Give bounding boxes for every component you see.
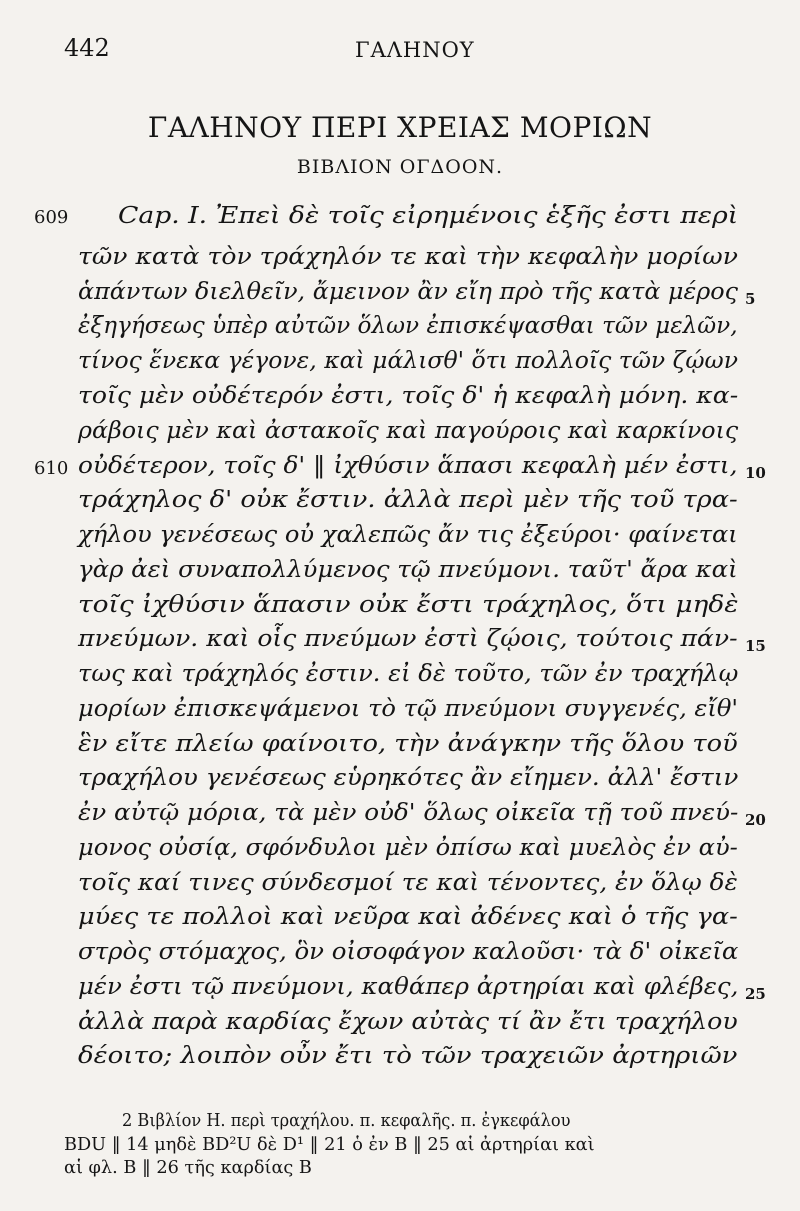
line-text: ἓν εἴτε πλείω φαίνοιτο, τὴν ἀνάγκην τῆς ὅλου τοῦ [78,731,738,757]
text-line [78,313,738,353]
line-text: τοῖς ἰχθύσιν ἅπασιν οὐκ ἔστι τράχηλος, ὅτι μηδὲ [78,592,739,618]
footnote-line: 2 Βιβλίον Η. περὶ τραχήλου. π. κεφαλῆς. π. ἐγκεφάλου [122,1110,571,1131]
text-line [78,696,738,736]
text-line [78,383,738,423]
line-number: 20 [745,811,766,829]
text-line [78,835,738,875]
line-text: τως καὶ τράχηλός ἐστιν. εἰ δὲ τοῦτο, τῶν ἐν τραχήλῳ [78,661,739,687]
line-text: τραχήλου γενέσεως εὑρηκότες ἂν εἴημεν. ἀλλ' ἔστιν [78,765,739,791]
footnote-line: αἱ φλ. B ‖ 26 τῆς καρδίας B [64,1157,312,1178]
line-text: πνεύμων. καὶ οἷς πνεύμων ἐστὶ ζῴοις, τούτοις πάν- [78,626,738,652]
text-line [78,626,738,666]
line-number: 15 [745,637,766,655]
line-text: ράβοις μὲν καὶ ἀστακοῖς καὶ παγούροις καὶ καρκίνοις [78,418,739,444]
line-text: χήλου γενέσεως οὐ χαλεπῶς ἄν τις ἐξεύροι· φαίνεται [78,522,738,548]
line-text: μορίων ἐπισκεψάμενοι τὸ τῷ πνεύμονι συγγενές, εἴθ' [78,696,739,722]
line-text: μονος οὐσίᾳ, σφόνδυλοι μὲν ὀπίσω καὶ μυελὸς ἐν αὐ- [78,835,738,861]
book-title: ΓΑΛΗΝΟΥ ΠΕΡΙ ΧΡΕΙΑΣ ΜΟΡΙΩΝ [147,111,653,144]
footnote-line: BDU ‖ 14 μηδὲ BD²U δὲ D¹ ‖ 21 ὁ ἐν B ‖ 25 αἱ ἀρτηρίαι καὶ [64,1134,595,1155]
margin-ref-609: 609 [34,207,69,228]
line-text: μέν ἐστι τῷ πνεύμονι, καθάπερ ἀρτηρίαι καὶ φλέβες, [78,974,739,1000]
text-line [118,203,738,243]
line-text: οὐδέτερον, τοῖς δ' ‖ ἰχθύσιν ἅπασι κεφαλὴ μέν ἐστι, [78,453,738,479]
book-subtitle: ΒΙΒΛΙΟΝ ΟΓΔΟΟΝ. [296,156,504,178]
line-text: τῶν κατὰ τὸν τράχηλόν τε καὶ τὴν κεφαλὴν μορίων [78,244,738,270]
line-text: τράχηλος δ' οὐκ ἔστιν. ἀλλὰ περὶ μὲν τῆς τοῦ τρα- [78,487,738,513]
line-text: τίνος ἕνεκα γέγονε, καὶ μάλισθ' ὅτι πολλοῖς τῶν ζῴων [78,348,738,374]
line-number: 25 [745,985,766,1003]
text-line [78,487,738,527]
running-title: ΓΑΛΗΝΟΥ [355,38,475,62]
line-text: ἐξηγήσεως ὑπὲρ αὐτῶν ὅλων ἐπισκέψασθαι τῶν μελῶν, [78,313,738,339]
line-number: 5 [745,290,756,308]
text-line [78,800,738,840]
line-text: στρὸς στόμαχος, ὃν οἰσοφάγον καλοῦσι· τὰ δ' οἰκεῖα [78,939,739,965]
text-line [78,1043,738,1083]
margin-ref-610: 610 [34,458,69,479]
page-number: 442 [64,34,110,62]
line-text: τοῖς καί τινες σύνδεσμοί τε καὶ τένοντες, ἐν ὅλῳ δὲ [78,870,738,896]
text-line [78,939,738,979]
line-text: μύες τε πολλοὶ καὶ νεῦρα καὶ ἀδένες καὶ ὁ τῆς γα- [78,904,738,930]
text-line [78,418,738,458]
text-line [78,522,738,562]
text-line [78,244,738,284]
line-number: 10 [745,464,766,482]
line-text: γὰρ ἀεὶ συναπολλύμενος τῷ πνεύμονι. ταῦτ' ἄρα καὶ [78,557,738,583]
line-text: δέοιτο; λοιπὸν οὖν ἔτι τὸ τῶν τραχειῶν ἀρτηριῶν [78,1043,738,1069]
text-line [78,765,738,805]
line-text: τοῖς μὲν οὐδέτερόν ἐστι, τοῖς δ' ἡ κεφαλὴ μόνη. κα- [78,383,739,409]
text-line [78,661,738,701]
line-text: ἐν αὐτῷ μόρια, τὰ μὲν οὐδ' ὅλως οἰκεῖα τῇ τοῦ πνεύ- [78,800,739,826]
text-line [78,974,738,1014]
line-text: Cap. I. Ἐπεὶ δὲ τοῖς εἰρημένοις ἑξῆς ἐστι περὶ [118,203,739,229]
line-text: ἁπάντων διελθεῖν, ἄμεινον ἂν εἴη πρὸ τῆς κατὰ μέρος [78,279,738,305]
text-line [78,904,738,944]
line-text: ἀλλὰ παρὰ καρδίας ἔχων αὐτὰς τί ἂν ἔτι τραχήλου [78,1009,738,1035]
text-line [78,557,738,597]
text-line [78,348,738,388]
